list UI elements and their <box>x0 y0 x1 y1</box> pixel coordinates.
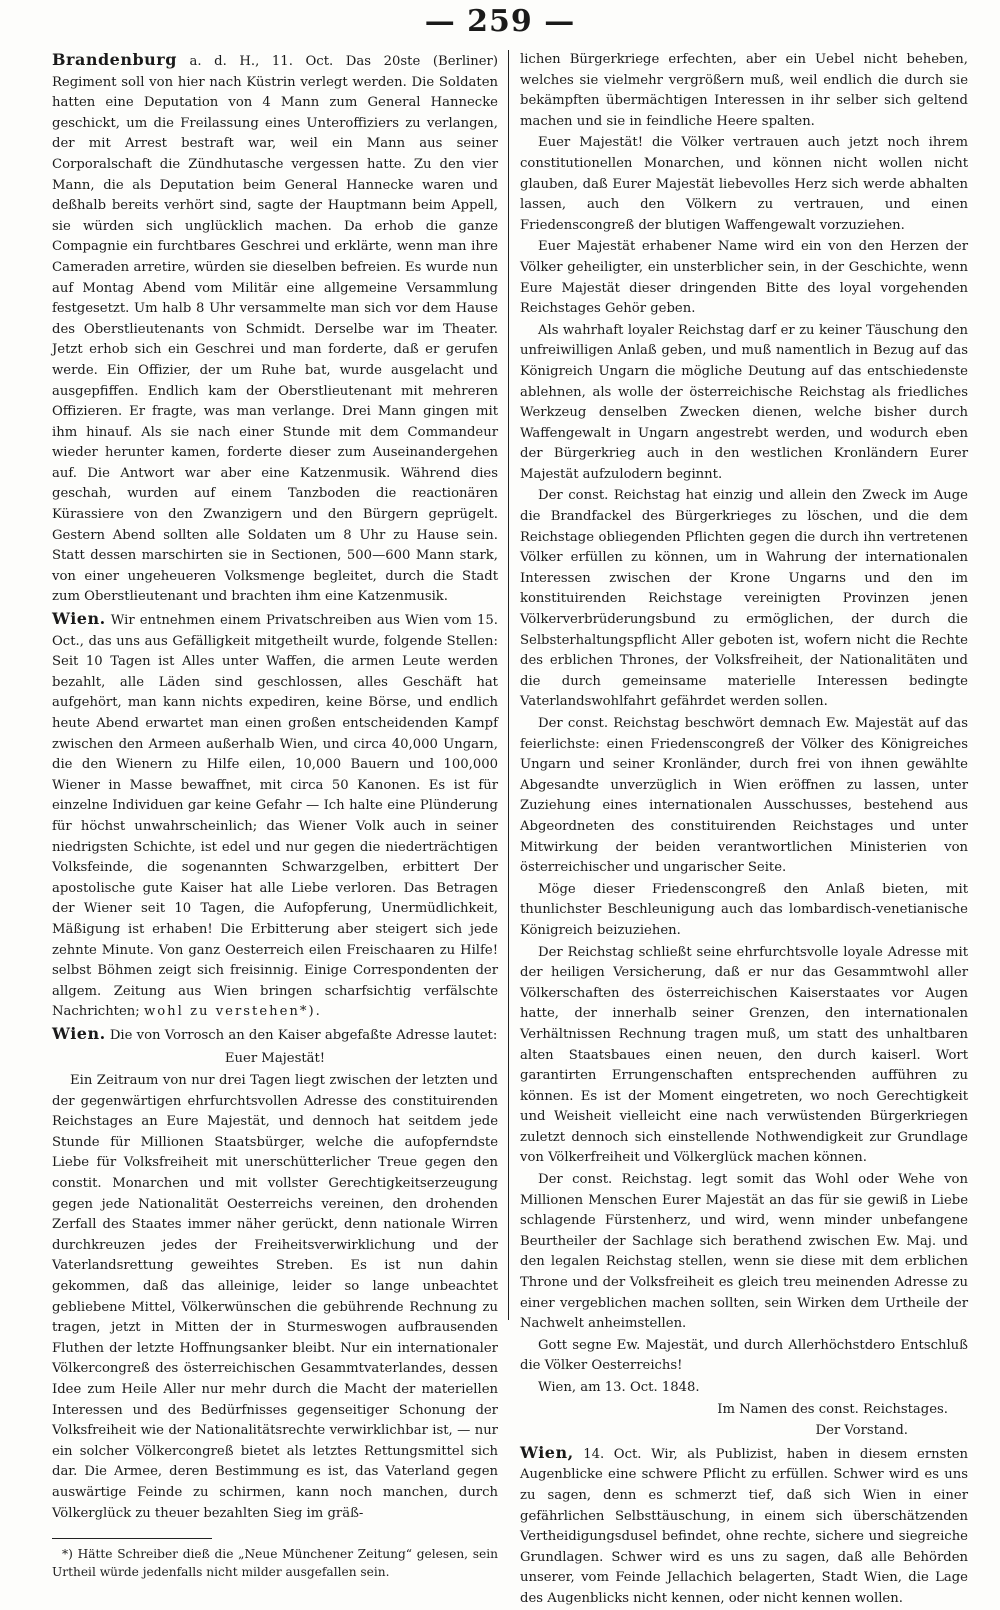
dateline-wien: Wien. <box>52 1023 106 1043</box>
article-text: Wir entnehmen einem Privatschreiben aus Wien vom 15. Oct., das uns aus Gefälligkeit mitgetheilt wurde, folgende Stellen: Seit 10 Tagen ist Alles unter Waffen, die armen Leute werden bezahlt, alle Läden sind geschlossen, alles Geschäft hat aufgehört, man kann nichts expediren, keine Börse, und endlich heute Abend erwartet man einen großen entscheidenden Kampf zwischen den Armeen außerhalb Wien, und circa 40,000 Ungarn, die den Wienern zu Hilfe eilen, 10,000 Bauern und 100,000 Wiener in Masse bewaffnet, mit circa 50 Kanonen. Es ist für einzelne Individuen gar keine Gefahr — Ich halte eine Plünderung für höchst unwahrscheinlich; das Wiener Volk auch in seiner niedrigsten Schichte, ist edel und nur gegen die niederträchtigen Volksfeinde, die sogenannten Schwarzgelben, erbittert Der apostolische gute Kaiser hat alle Liebe verloren. Das Betragen der Wiener seit 10 Tagen, die Aufopferung, Unermüdlichkeit, Mäßigung ist erhaben! Die Erbitterung aber steigert sich jede zehnte Minute. Von ganz Oesterreich eilen Freischaaren zu Hilfe! selbst Böhmen zeigt sich freisinnig. Einige Correspondenten der allgem. Zeitung aus Wien bringen scharfsichtig verfälschte Nachrichten; <box>52 613 498 1020</box>
emphasis-text: wohl zu verstehen*). <box>143 1004 322 1020</box>
address-paragraph: Der const. Reichstag beschwört demnach Ew. Majestät auf das feierlichste: einen Friedenscongreß der Völker des Königreiches Ungarn und seiner Kronländer, durch frei von ihnen gewählte Abgesandte unverzüglich in Wien eröffnen zu lassen, unter Zuziehung eines internationalen Ausschusses, bestehend aus Abgeordneten des constituirenden Reichstages und unter Mitwirkung der beiden verantwortlichen Ministerien von österreichischer und ungarischer Seite. <box>520 716 968 876</box>
article-text: a. d. H., 11. Oct. Das 20ste (Berliner) Regiment soll von hier nach Küstrin verlegt werden. Die Soldaten hatten eine Deputation von 4 Mann zum General Hannecke geschickt, um die Freilassung eines Unteroffiziers zu verlangen, der mit Arrest bestraft war, weil ein Mann aus seiner Corporalschaft die Zündhutasche vergessen hatte. Zu den vier Mann, die als Deputation beim General Hannecke waren und deßhalb bereits verhört sind, sagte der Hauptmann beim Appell, sie würden sich unglücklich machen. Da erhob die ganze Compagnie ein furchtbares Geschrei und erklärte, wenn man ihre Cameraden arretire, würden sie dieselben befreien. Es wurde nun auf Montag Abend vom Militär eine allgemeine Versammlung festgesetzt. Um halb 8 Uhr versammelte man sich vor dem Hause des Oberstlieutenants von Schmidt. Derselbe war im Theater. Jetzt erhob sich ein Geschrei und man forderte, daß er gerufen werde. Ein Offizier, der um Ruhe bat, wurde ausgelacht und ausgepfiffen. Endlich kam der Oberstlieutenant mit mehreren Offizieren. Er fragte, was man verlange. Drei Mann gingen mit ihm hinauf. Als sie nach einer Stunde mit dem Commandeur wieder herunter kamen, forderte dieser zum Auseinandergehen auf. Die Antwort war aber eine Katzenmusik. Während dies geschah, wurden auf einem Tanzboden die reactionären Kürassiere von den Zwanzigern und den Bürgern geprügelt. Gestern Abend sollten alle Soldaten um 8 Uhr zu Hause sein. Statt dessen marschirten sie in Sectionen, 500—600 Mann stark, von einer ungeheueren Volksmenge begleitet, durch die Stadt zum Oberstlieutenant und brachten ihm eine Katzenmusik. <box>52 54 498 605</box>
address-paragraph: Gott segne Ew. Majestät, und durch Allerhöchstdero Entschluß die Völker Oesterreichs! <box>520 1337 968 1374</box>
address-paragraph: lichen Bürgerkriege erfechten, aber ein Uebel nicht beheben, welches sie vielmehr vergrößern muß, weil endlich die durch sie bekämpften übermächtigen Interessen in ihr selber sich geltend machen und sie in feindliche Heere spalten. <box>520 52 968 129</box>
footnote-divider <box>52 1538 212 1539</box>
address-paragraph: Euer Majestät! die Völker vertrauen auch jetzt noch ihrem constitutionellen Monarchen, und können nicht wollen nicht glauben, daß Eurer Majestät liebevolles Herz sich werde abhalten lassen, auch den Völkern zu vertrauen, und einen Friedenscongreß der blutigen Waffengewalt vorzuziehen. <box>520 135 968 233</box>
address-paragraph: Der Reichstag schließt seine ehrfurchtsvolle loyale Adresse mit der heiligen Versicherung, daß er nur das Gesammtwohl aller Völkerschaften des österreichischen Kaiserstaates vor Augen hatte, der innerhalb seiner Grenzen, den internationalen Verhältnissen Rechnung tragen muß, um statt des unhaltbaren alten Staatsbaues einen neuen, den durch kaiserl. Wort garantirten Errungenschaften entsprechenden aufführen zu können. Es ist der Moment eingetreten, wo noch Gerechtigkeit und Weisheit vielleicht eine nach verwüstenden Bürgerkriegen zuletzt dennoch sich einstellende Nothwendigkeit zur Grundlage von Völkerfreiheit und Völkerglück machen können. <box>520 944 968 1166</box>
address-paragraph: Euer Majestät erhabener Name wird ein von den Herzen der Völker geheiligter, ein unsterblicher sein, in der Geschichte, wenn Eure Majestät dieser dringenden Bitte des loyal vorgehenden Reichstages Gehör geben. <box>520 239 968 317</box>
article-brandenburg <box>52 50 498 608</box>
address-paragraph: Als wahrhaft loyaler Reichstag darf er zu keiner Täuschung den unfreiwilligen Anlaß geben, und muß namentlich in Bezug auf das Königreich Ungarn die mögliche Deutung auf das entschiedenste ablehnen, als wolle der österreichische Reichstag als friedliches Werkzeug denselben Zwecken dienen, welche bisher durch Waffengewalt in Ungarn angestrebt werden, und wodurch eben der Bürgerkrieg auch in den westlichen Kronländern Eurer Majestät aufzulodern beginnt. <box>520 322 968 482</box>
address-paragraph: Möge dieser Friedenscongreß den Anlaß bieten, mit thunlichster Beschleunigung auch das lombardisch-venetianische Königreich beizuziehen. <box>520 881 968 938</box>
signature-line: Der Vorstand. <box>815 1423 908 1439</box>
left-column <box>52 50 498 1580</box>
footnote: *) Hätte Schreiber dieß die „Neue Münchener Zeitung“ gelesen, sein Urtheil würde jedenfalls nicht milder ausgefallen sein. <box>52 1547 498 1580</box>
salutation: Euer Majestät! <box>224 1050 326 1066</box>
article-wien-address-intro <box>52 1024 498 1047</box>
article-text: 14. Oct. Wir, als Publizist, haben in diesem ernsten Augenblicke eine schwere Pflicht zu erfüllen. Schwer wird es uns zu sagen, denn es schmerzt tief, daß sich Wien in einer gefährlichen Selbsttäuschung, in einem sich überschätzenden Vertheidigungsdusel befindet, ohne rechte, sichere und siegreiche Grundlagen. Schwer wird es uns zu sagen, daß alle Behörden unserer, vom Feinde Jellachich belagerten, Stadt Wien, die Lage des Augenblicks nicht kennen, oder nicht kennen wollen. <box>520 1446 968 1606</box>
page-number: — 259 — <box>424 4 576 39</box>
dateline-wien: Wien, <box>520 1442 574 1462</box>
address-paragraph: Der const. Reichstag. legt somit das Wohl oder Wehe von Millionen Menschen Eurer Majestät an das für sie gewiß in Liebe schlagende Fürstenherz, und wird, wenn minder unbefangene Beurtheiler der Sachlage sich berathend zwischen Ew. Maj. und den legalen Reichstag stellen, wenn sie diese mit dem erblichen Throne und der Volksfreiheit es gleich treu meinenden Adresse zu einer vergeblichen machen sollten, sein Wirken dem Urtheile der Nachwelt anheimstellen. <box>520 1172 968 1332</box>
address-paragraph: Der const. Reichstag hat einzig und allein den Zweck im Auge die Brandfackel des Bürgerkrieges zu löschen, und die dem Reichstage obliegenden Pflichten gegen die durch ihn vertretenen Völker erfüllen zu können, um in Wahrung der internationalen Interessen zwischen der Krone Ungarns und den im konstituirenden Reichstage vereinigten Provinzen jenen Völkerverbrüderungsbund zu ermöglichen, der durch die Selbsterhaltungspflicht Aller geboten ist, wofern nicht die Rechte des erblichen Thrones, der Volksfreiheit, der Nationalitäten und die durch gemeinsame materielle Interessen bedingte Vaterlandswohlfahrt gefährdet werden sollen. <box>520 488 968 710</box>
right-column <box>520 50 968 1606</box>
dateline-brandenburg: Brandenburg <box>52 50 177 69</box>
column-divider <box>508 50 509 1320</box>
article-wien-14-oct <box>520 1443 968 1610</box>
article-wien-private-letter <box>52 609 498 1023</box>
date-place: Wien, am 13. Oct. 1848. <box>538 1380 700 1395</box>
dateline-wien: Wien. <box>52 609 106 629</box>
article-text: Die von Vorrosch an den Kaiser abgefaßte Adresse lautet: <box>109 1027 498 1043</box>
signature-line: Im Namen des const. Reichstages. <box>717 1401 948 1417</box>
address-paragraph: Ein Zeitraum von nur drei Tagen liegt zwischen der letzten und der gegenwärtigen ehrfurchtsvollen Adresse des constituirenden Reichstages an Eure Majestät, und dennoch hat seitdem jede Stunde für Millionen Staatsbürger, welche die aufopferndste Liebe für Volksfreiheit mit unerschütterlicher Treue gegen den constit. Monarchen und mit vollster Gerechtigkeitserzeugung gegen jede Nationalität Oesterreichs vereinen, den drohenden Zerfall des Staates immer näher gerückt, denn nationale Wirren durchkreuzen jedes der Freiheitsverwirklichung und der Vaterlandsrettung geweihtes Streben. Es ist nun dahin gekommen, daß das alleinige, leider so lange unbeachtet gebliebene Mittel, Völkerwünschen die gebührende Rechnung zu tragen, jetzt in Mitten der in Sturmeswogen aufbrausenden Fluthen der letzte Hoffnungsanker bleibt. Nur ein internationaler Völkercongreß des österreichischen Gesammtvaterlandes, dessen Idee zum Heile Aller nur mehr durch die Macht der materiellen Interessen und des Bedürfnisses gegenseitiger Schonung der Volksfreiheit wie der Nationalitätsrechte verwirklichbar ist, — nur ein solcher Völkercongreß bietet als letztes Rettungsmittel sich dar. Die Armee, deren Bestimmung es ist, das Vaterland gegen auswärtige Feinde zu schirmen, kann noch manchen, durch Völkerglück zu theuer bezahlten Sieg im gräß- <box>52 1073 498 1521</box>
